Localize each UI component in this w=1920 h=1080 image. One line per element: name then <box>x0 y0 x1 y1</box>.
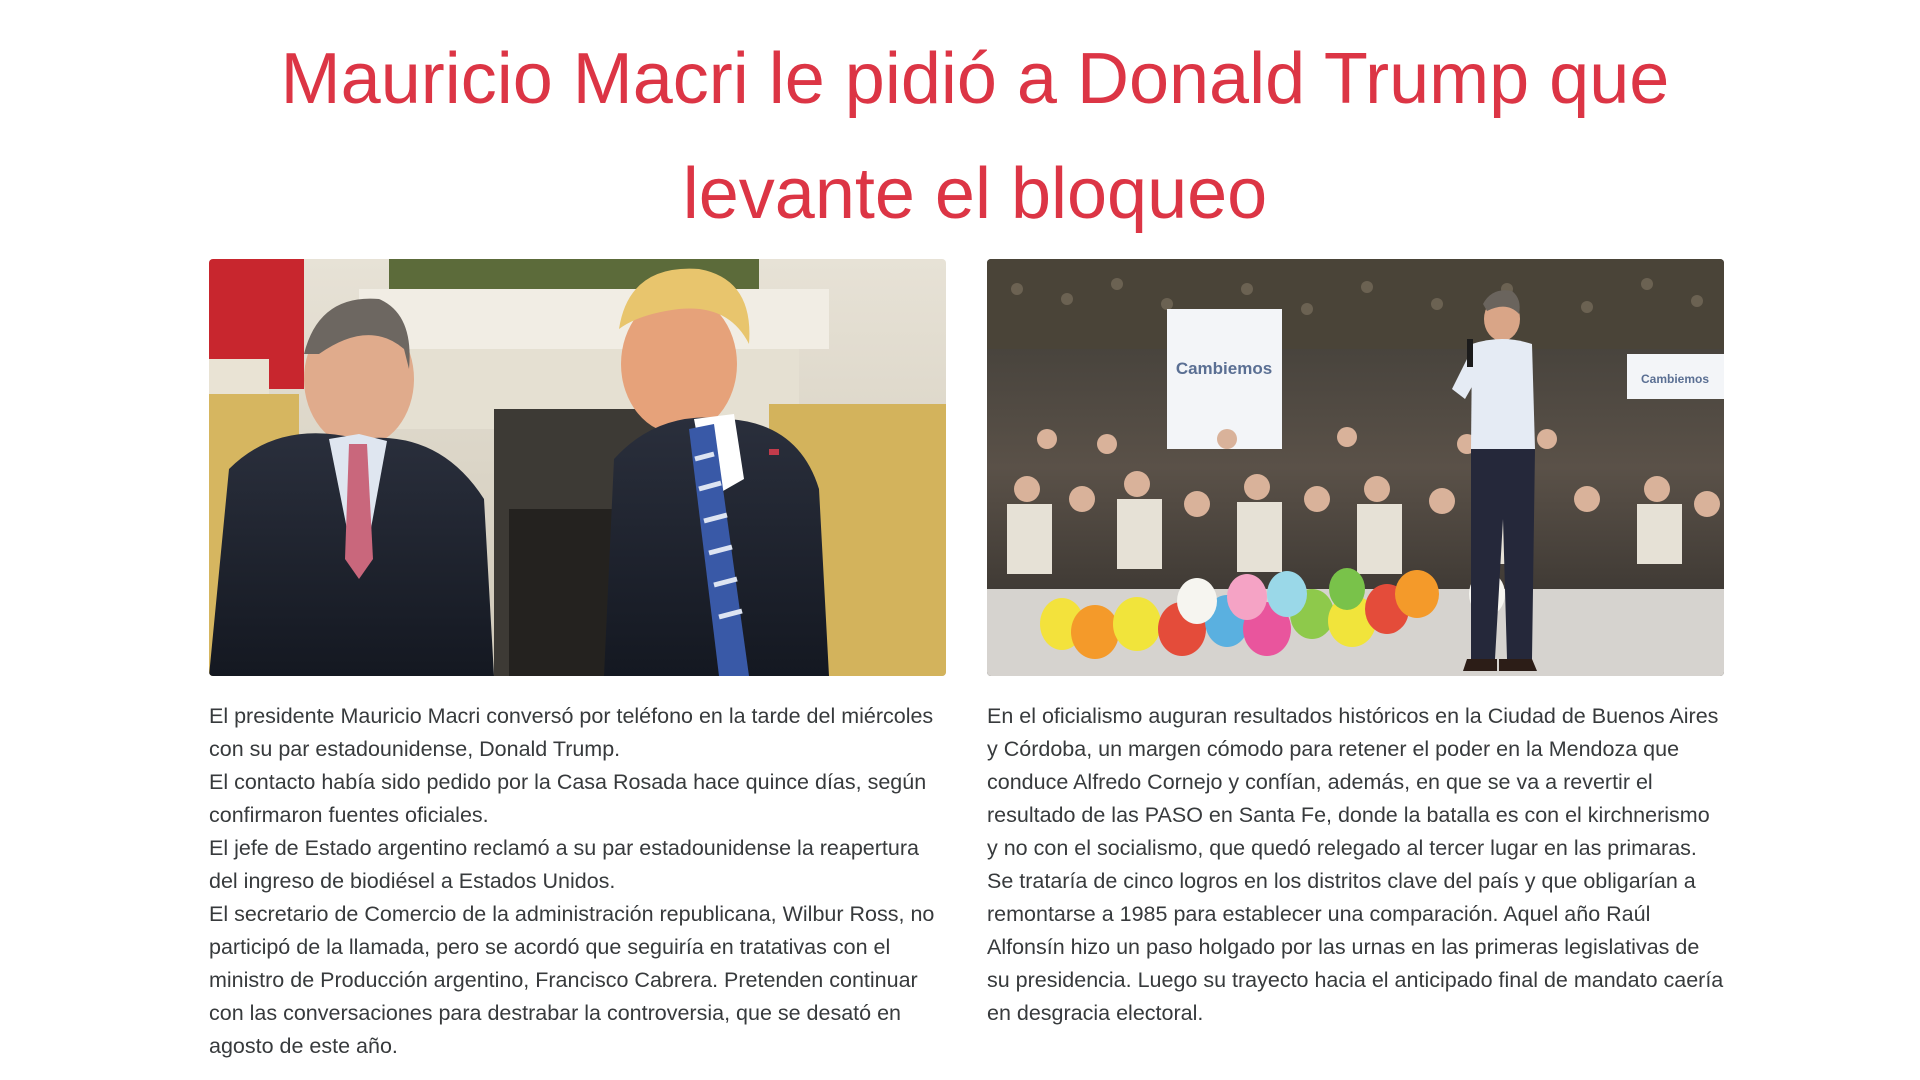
rally-photo-icon <box>987 259 1724 676</box>
right-article-text <box>987 700 1724 1030</box>
paragraph: El jefe de Estado argentino reclamó a su par estadounidense la reapertura del ingreso de biodiésel a Estados Unidos. <box>209 836 919 893</box>
article-title-line-1: Mauricio Macri le pidió a Donald Trump que <box>280 39 1670 119</box>
banner-label-secondary: Cambiemos <box>1640 372 1710 386</box>
meeting-photo-icon <box>209 259 946 676</box>
paragraph: El contacto había sido pedido por la Casa Rosada hace quince días, según confirmaron fuentes oficiales. <box>209 770 927 827</box>
left-column <box>209 259 946 1063</box>
left-article-text <box>209 700 946 1063</box>
banner-label: Cambiemos <box>1175 359 1273 378</box>
paragraph: El presidente Mauricio Macri conversó por teléfono en la tarde del miércoles con su par estadounidense, Donald Trump. <box>209 704 934 761</box>
paragraph: El secretario de Comercio de la administración republicana, Wilbur Ross, no participó de la llamada, pero se acordó que seguiría en tratativas con el ministro de Producción argentino, Francisco Cabrera. Pretenden continuar con las conversaciones para destrabar la controversia, que se desató en agosto de este año. <box>209 902 935 1058</box>
article-title <box>0 22 1920 252</box>
photo-macri-rally[interactable] <box>987 259 1724 676</box>
right-column <box>987 259 1724 1030</box>
paragraph: En el oficialismo auguran resultados históricos en la Ciudad de Buenos Aires y Córdoba, un margen cómodo para retener el poder en la Mendoza que conduce Alfredo Cornejo y confían, además, en que se va a revertir el resultado de las PASO en Santa Fe, donde la batalla es con el kirchnerismo y no con el socialismo, que quedó relegado al tercer lugar en las primaras. Se trataría de cinco logros en los distritos clave del país y que obligarían a remontarse a 1985 para establecer una comparación. Aquel año Raúl Alfonsín hizo un paso holgado por las urnas en las primeras legislativas de su presidencia. Luego su trayecto hacia el anticipado final de mandato caería en desgracia electoral. <box>987 704 1724 1025</box>
photo-macri-trump[interactable] <box>209 259 946 676</box>
article-title-line-2: levante el bloqueo <box>682 154 1268 235</box>
